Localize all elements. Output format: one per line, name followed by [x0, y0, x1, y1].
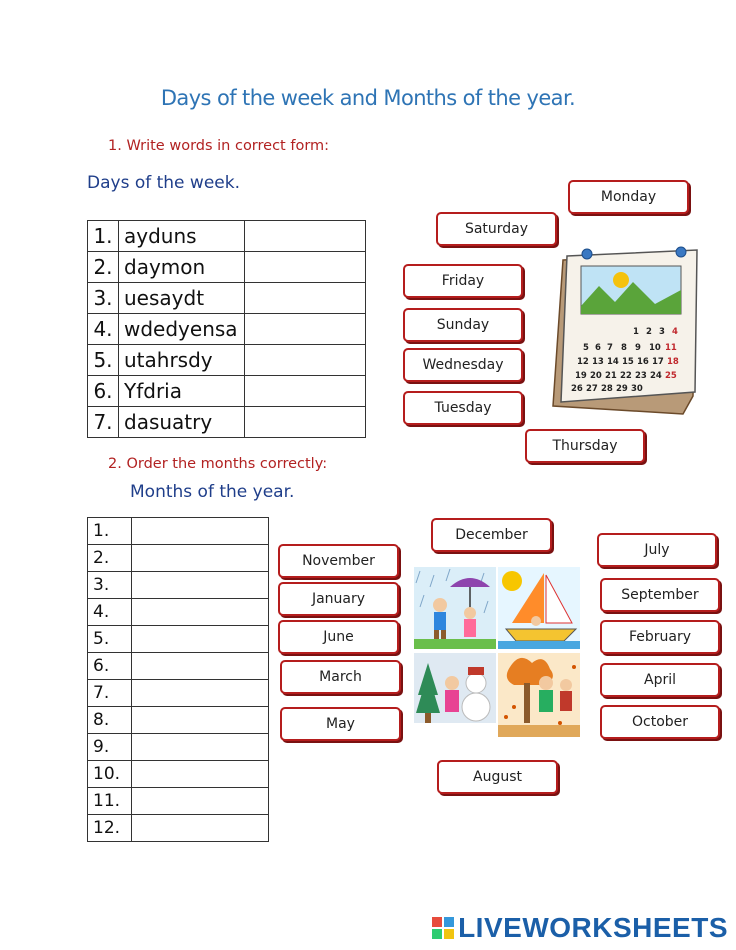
table-row [88, 221, 366, 252]
chip-december[interactable]: December [431, 518, 552, 552]
cal-text: 16 [637, 357, 649, 367]
chip-march[interactable]: March [280, 660, 401, 694]
row-number: 3. [88, 283, 119, 314]
chip-thursday[interactable]: Thursday [525, 429, 645, 463]
calendar-illustration [545, 246, 700, 421]
chip-may[interactable]: May [280, 707, 401, 741]
chip-sunday[interactable]: Sunday [403, 308, 523, 342]
cal-text: 13 [592, 357, 604, 367]
table-row [88, 407, 366, 438]
cal-text: 29 [616, 384, 628, 394]
row-number: 12. [88, 815, 132, 842]
chip-tuesday[interactable]: Tuesday [403, 391, 523, 425]
table-row [88, 815, 269, 842]
table-row [88, 599, 269, 626]
cal-text: 3 [659, 327, 665, 337]
answer-cell[interactable] [132, 545, 269, 572]
scrambled-word: Yfdria [119, 376, 245, 407]
cal-text: 28 [601, 384, 613, 394]
answer-cell[interactable] [132, 734, 269, 761]
cal-text: 2 [646, 327, 652, 337]
answer-cell[interactable] [245, 345, 366, 376]
days-subheading: Days of the week. [87, 173, 240, 193]
months-table [87, 517, 269, 842]
answer-cell[interactable] [132, 599, 269, 626]
cal-text: 21 [605, 371, 617, 381]
answer-cell[interactable] [132, 788, 269, 815]
row-number: 1. [88, 518, 132, 545]
cal-text: 26 [571, 384, 583, 394]
table-row [88, 252, 366, 283]
answer-cell[interactable] [132, 680, 269, 707]
answer-cell[interactable] [132, 653, 269, 680]
liveworksheets-logo [432, 912, 728, 944]
row-number: 4. [88, 599, 132, 626]
table-row [88, 707, 269, 734]
answer-cell[interactable] [245, 376, 366, 407]
answer-cell[interactable] [132, 761, 269, 788]
table-row [88, 518, 269, 545]
table-row [88, 545, 269, 572]
cal-text: 20 [590, 371, 602, 381]
cal-text: 23 [635, 371, 647, 381]
cal-text: 18 [667, 357, 679, 367]
chip-november[interactable]: November [278, 544, 399, 578]
instruction-2: 2. Order the months correctly: [108, 456, 328, 472]
months-subheading: Months of the year. [130, 482, 295, 502]
table-row [88, 680, 269, 707]
chip-january[interactable]: January [278, 582, 399, 616]
cal-text: 14 [607, 357, 619, 367]
row-number: 5. [88, 345, 119, 376]
table-row [88, 734, 269, 761]
table-row [88, 653, 269, 680]
cal-text: 9 [635, 343, 641, 353]
cal-text: 5 [583, 343, 589, 353]
cal-text: 4 [672, 327, 678, 337]
chip-october[interactable]: October [600, 705, 720, 739]
instruction-1: 1. Write words in correct form: [108, 138, 330, 154]
row-number: 11. [88, 788, 132, 815]
scrambled-word: uesaydt [119, 283, 245, 314]
cal-text: 1 [633, 327, 639, 337]
scrambled-word: dasuatry [119, 407, 245, 438]
logo-blocks-icon [432, 917, 454, 939]
chip-saturday[interactable]: Saturday [436, 212, 557, 246]
table-row [88, 283, 366, 314]
chip-september[interactable]: September [600, 578, 720, 612]
cal-text: 10 [649, 343, 661, 353]
chip-monday[interactable]: Monday [568, 180, 689, 214]
answer-cell[interactable] [245, 407, 366, 438]
cal-text: 19 [575, 371, 587, 381]
scrambled-word: ayduns [119, 221, 245, 252]
row-number: 2. [88, 545, 132, 572]
cal-text: 27 [586, 384, 598, 394]
chip-august[interactable]: August [437, 760, 558, 794]
row-number: 2. [88, 252, 119, 283]
seasons-illustration [414, 567, 580, 737]
cal-text: 30 [631, 384, 643, 394]
cal-text: 7 [607, 343, 613, 353]
answer-cell[interactable] [245, 221, 366, 252]
table-row [88, 626, 269, 653]
worksheet-title: Days of the week and Months of the year. [160, 86, 576, 110]
row-number: 10. [88, 761, 132, 788]
chip-february[interactable]: February [600, 620, 720, 654]
cal-text: 22 [620, 371, 632, 381]
answer-cell[interactable] [132, 572, 269, 599]
days-table [87, 220, 366, 438]
scrambled-word: wdedyensa [119, 314, 245, 345]
chip-friday[interactable]: Friday [403, 264, 523, 298]
chip-april[interactable]: April [600, 663, 720, 697]
row-number: 7. [88, 680, 132, 707]
answer-cell[interactable] [245, 314, 366, 345]
row-number: 8. [88, 707, 132, 734]
answer-cell[interactable] [132, 518, 269, 545]
chip-june[interactable]: June [278, 620, 399, 654]
answer-cell[interactable] [132, 707, 269, 734]
table-row [88, 572, 269, 599]
table-row [88, 761, 269, 788]
scrambled-word: daymon [119, 252, 245, 283]
row-number: 7. [88, 407, 119, 438]
cal-text: 25 [665, 371, 677, 381]
table-row [88, 314, 366, 345]
answer-cell[interactable] [245, 252, 366, 283]
row-number: 5. [88, 626, 132, 653]
cal-text: 15 [622, 357, 634, 367]
cal-text: 12 [577, 357, 589, 367]
answer-cell[interactable] [132, 626, 269, 653]
row-number: 4. [88, 314, 119, 345]
row-number: 6. [88, 653, 132, 680]
answer-cell[interactable] [245, 283, 366, 314]
table-row [88, 376, 366, 407]
cal-text: 11 [665, 343, 677, 353]
cal-text: 6 [595, 343, 601, 353]
cal-text: 24 [650, 371, 662, 381]
row-number: 3. [88, 572, 132, 599]
row-number: 9. [88, 734, 132, 761]
table-row [88, 788, 269, 815]
table-row [88, 345, 366, 376]
row-number: 6. [88, 376, 119, 407]
logo-text: LIVEWORKSHEETS [458, 912, 728, 943]
row-number: 1. [88, 221, 119, 252]
chip-wednesday[interactable]: Wednesday [403, 348, 523, 382]
chip-july[interactable]: July [597, 533, 717, 567]
answer-cell[interactable] [132, 815, 269, 842]
scrambled-word: utahrsdy [119, 345, 245, 376]
cal-text: 8 [621, 343, 627, 353]
cal-text: 17 [652, 357, 664, 367]
